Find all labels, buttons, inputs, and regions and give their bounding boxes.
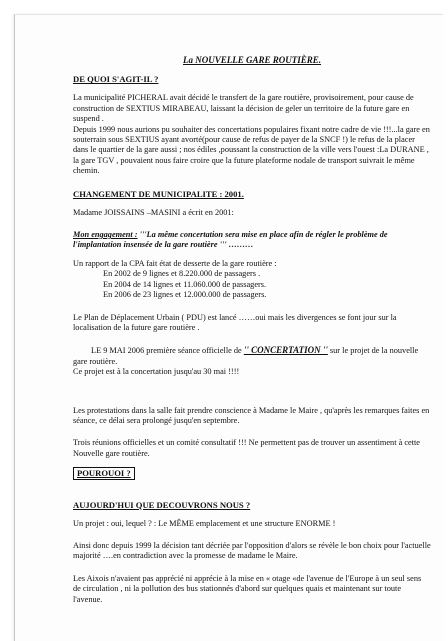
document-content (73, 55, 431, 605)
concertation-label: '' CONCERTATION '' (243, 345, 328, 356)
paragraph-un-projet: Un projet : oui, lequel ? : Le MÊME emplacement et une structure ENORME ! (73, 518, 336, 528)
paragraph-pdu: Le Plan de Déplacement Urbain ( PDU) est lancé ……oui mais les divergences se font jour sur la localisation de la future gare routière . (73, 312, 397, 332)
stat-line-2002: En 2002 de 9 lignes et 8.220.000 de passagers . (103, 269, 261, 279)
paragraph-9-mai (73, 345, 431, 367)
paragraph-joissains: Madame JOISSAINS –MASINI a écrit en 2001: (73, 207, 234, 217)
paragraph-trois-reunions: Trois réunions officielles et un comité consultatif !!! Ne permettent pas de trouver un assentiment à cette Nouvelle gare routière. (73, 438, 420, 458)
heading-de-quoi: DE QUOI S'AGIT-IL ? (73, 74, 159, 85)
mai-post: sur le projet de la nouvelle gare routière. (73, 346, 419, 366)
paragraph-rapport-cpa: Un rapport de la CPA fait état de desserte de la gare routière : (73, 258, 277, 268)
heading-aujourdhui: AUJOURD'HUI QUE DECOUVRONS NOUS ? (73, 499, 251, 510)
paragraph-ainsi-donc: Ainsi donc depuis 1999 la décision tant décriée par l'opposition d'alors se révèle le bon choix pour l'actuelle majorité ….en contradiction avec la promesse de madame le Maire. (73, 540, 431, 561)
paragraph-transfert: La municipalité PICHERAL avait décidé le transfert de la gare routière, provisoirement, pour cause de construction de SEXTIUS MIRABEAU, laissant la décision de geler un territoire de la future gare en suspend . (73, 93, 414, 124)
heading-changement: CHANGEMENT DE MUNICIPALITE : 2001. (73, 188, 244, 199)
paragraph-aixois: Les Aixois n'avaient pas apprécié ni apprécie à la mise en « otage «de l'avenue de l'Europe à un seul sens de circulation , ni la pollution des bus stationnés d'abord sur quelques quais et maintenant sur toute l'avenue. (73, 573, 422, 604)
engagement-text: '''La même concertation sera mise en place afin de régler le problème de l'implantation insensée de la gare routière ''' ……… (73, 230, 388, 250)
stat-line-2006: En 2006 de 23 lignes et 12.000.000 de passagers. (103, 290, 267, 300)
stat-line-2004: En 2004 de 14 lignes et 11.060.000 de passagers. (103, 279, 267, 289)
heading-pourquoi: POUROUOI ? (73, 467, 135, 479)
document-title: La NOUVELLE GARE ROUTIÈRE. (182, 55, 322, 65)
engagement-quote (73, 230, 431, 251)
paragraph-protestations: Les protestations dans la salle fait prendre conscience à Madame le Maire , qu'après les remarques faites en séance, ce délai sera prolongé jusqu'en septembre. (73, 405, 430, 425)
paragraph-30-mai: Ce projet est à la concertation jusqu'au 30 mai !!!! (73, 367, 240, 377)
document-page (14, 14, 443, 641)
engagement-lead: Mon engagement : (73, 230, 138, 240)
paragraph-depuis-1999: Depuis 1999 nous aurions pu souhaiter des concertations populaires fixant notre cadre de vie !!!...la gare en souterrain sous SEXTIUS ayant avorté(pour cause de refus de payer de la SNCF !) le refus de la placer dans le quartier de la gare aussi ; nos édiles ,poussant la construction de la ville vers l'ouest :La DURANE , la gare TGV , pouvaient nous faire croire que la future plateforme nodale de transport suivrait le même chemin. (73, 124, 430, 176)
mai-pre: LE 9 MAI 2006 première séance officielle de (91, 346, 244, 356)
